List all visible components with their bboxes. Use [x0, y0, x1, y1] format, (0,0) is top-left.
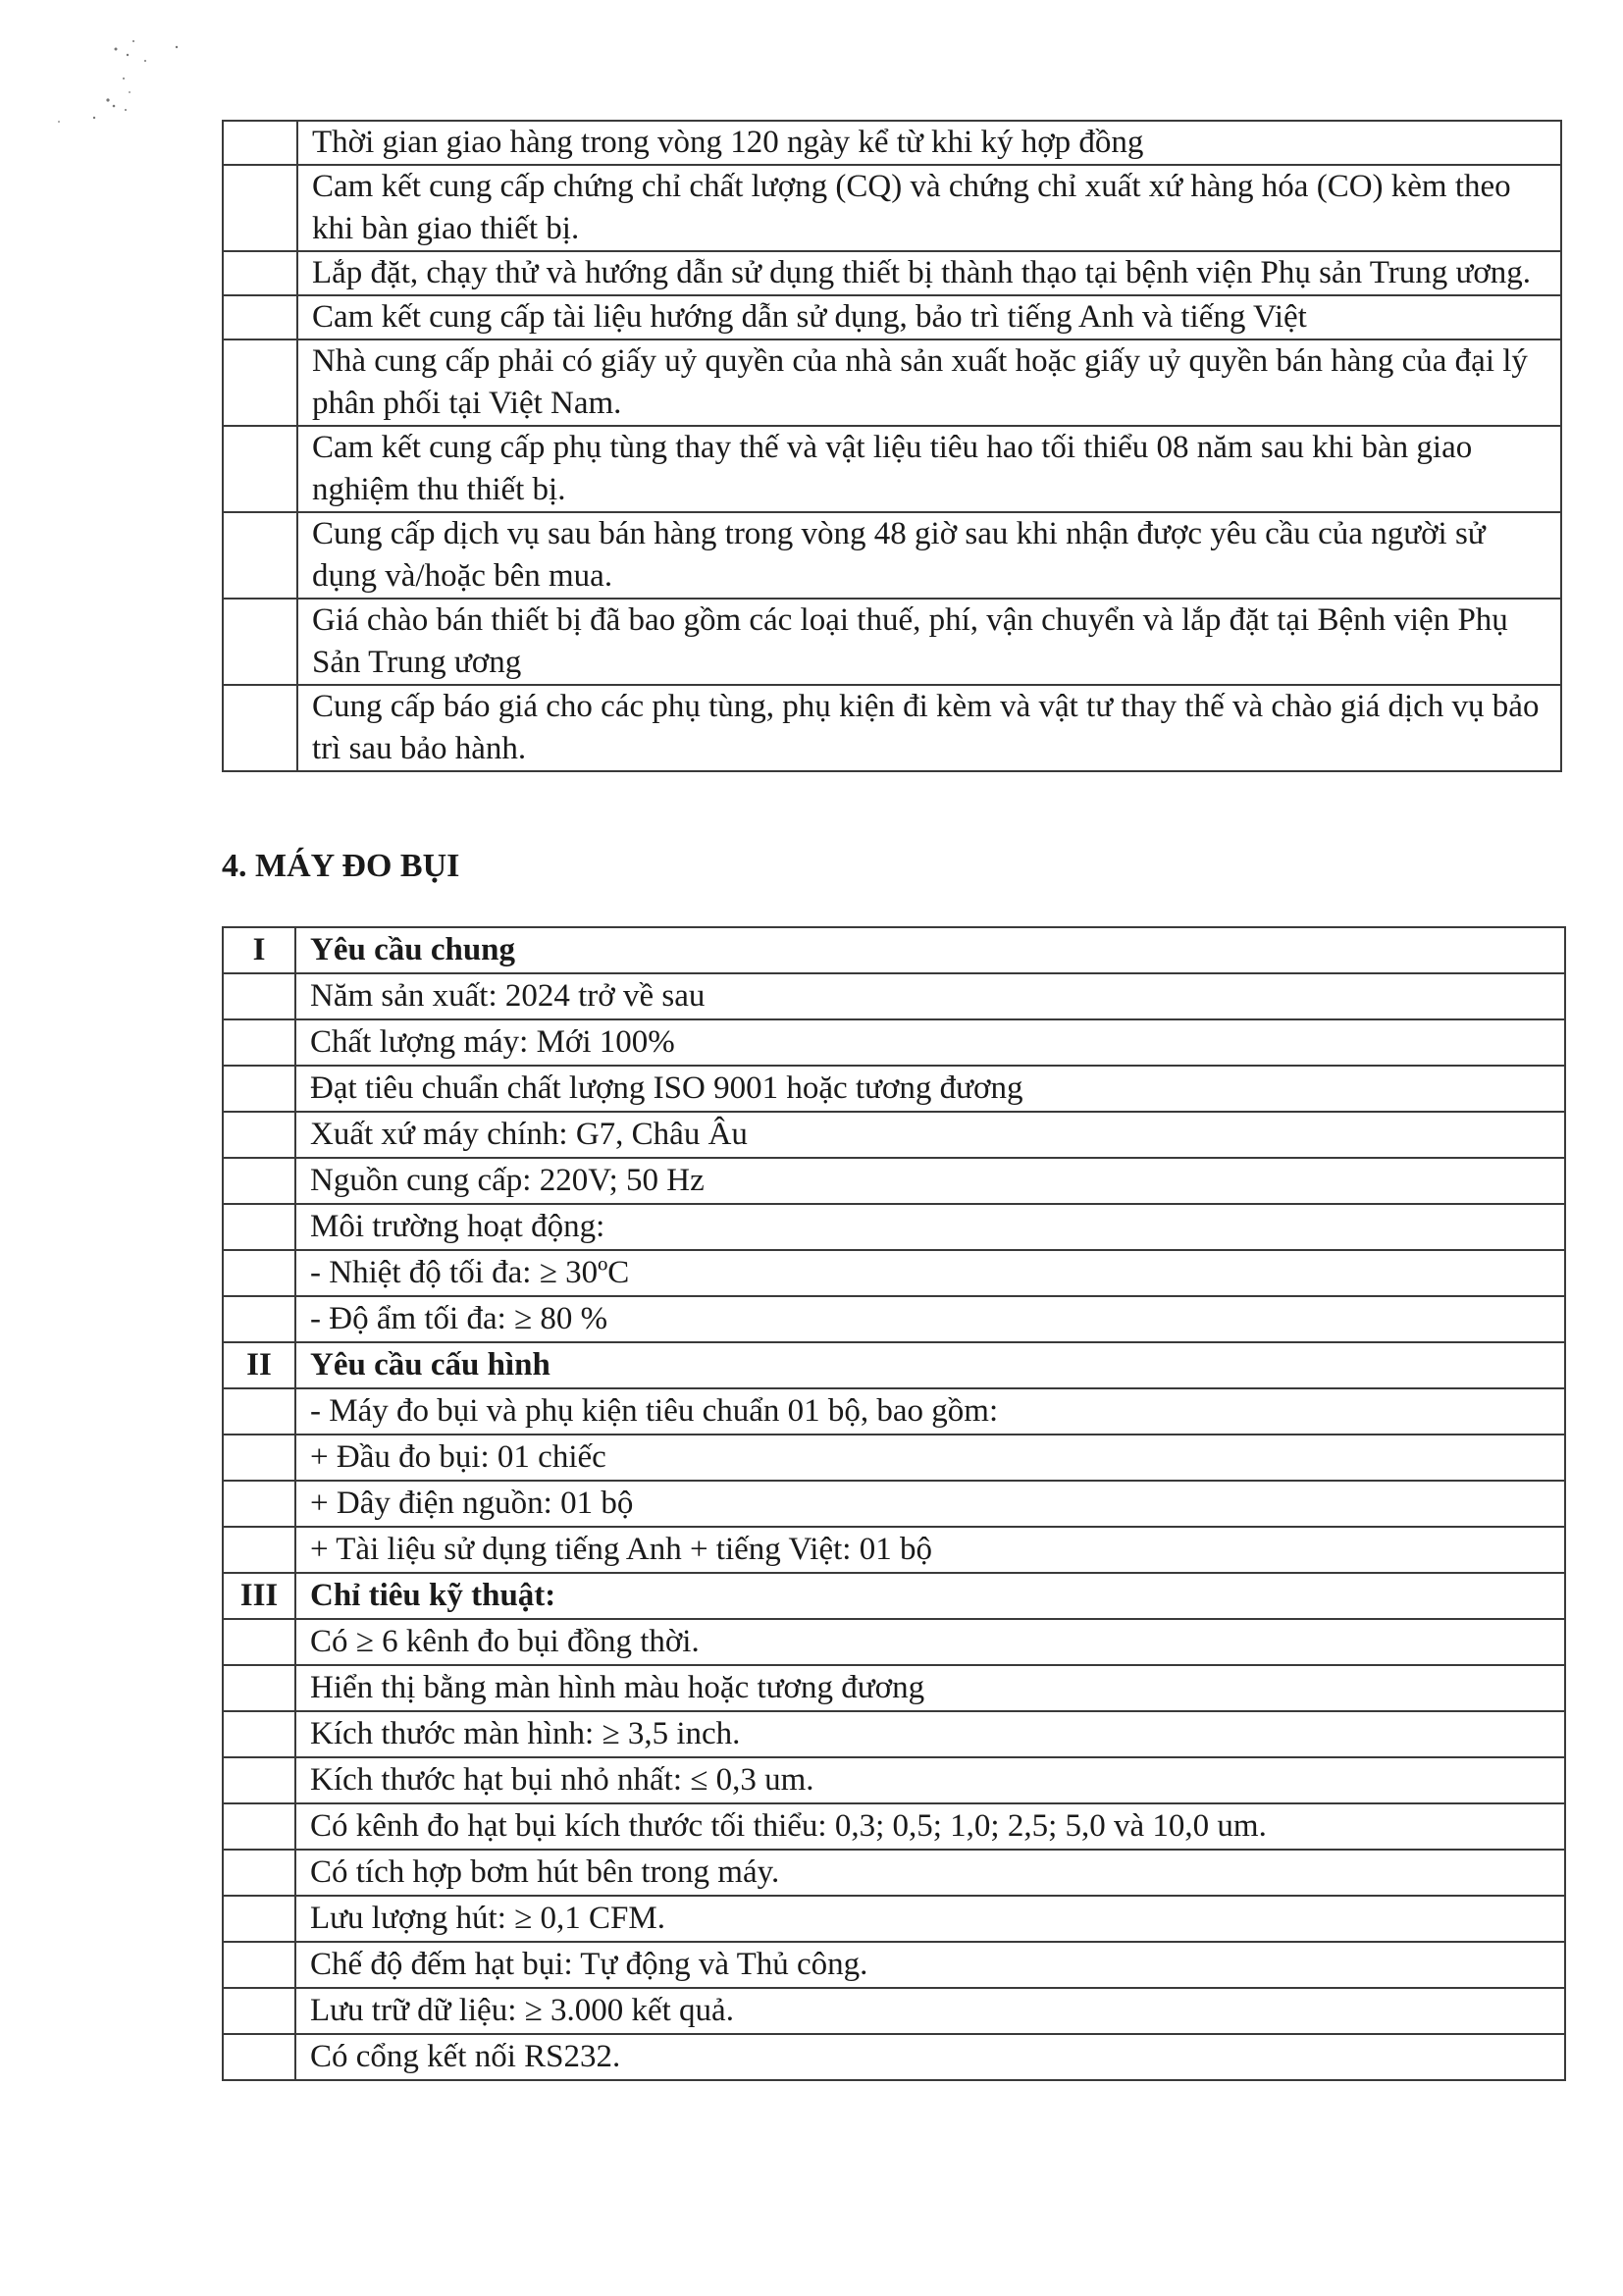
requirement-text: Năm sản xuất: 2024 trở về sau [295, 973, 1565, 1019]
table-row [223, 1066, 1565, 1112]
table-row [223, 599, 1561, 685]
row-number [223, 295, 297, 339]
dust-meter-spec-table [222, 926, 1566, 2081]
row-number [223, 339, 297, 426]
requirement-text: Chế độ đếm hạt bụi: Tự động và Thủ công. [295, 1942, 1565, 1988]
row-number [223, 1527, 295, 1573]
requirement-text: Cung cấp dịch vụ sau bán hàng trong vòng 48 giờ sau khi nhận được yêu cầu của người sử dụng và/hoặc bên mua. [297, 512, 1561, 599]
requirement-text: Có cổng kết nối RS232. [295, 2034, 1565, 2080]
table-row [223, 1250, 1565, 1296]
table-row [223, 1019, 1565, 1066]
row-number [223, 1757, 295, 1803]
requirement-text: + Tài liệu sử dụng tiếng Anh + tiếng Việt: 01 bộ [295, 1527, 1565, 1573]
requirement-text: - Độ ẩm tối đa: ≥ 80 % [295, 1296, 1565, 1342]
table-row [223, 1665, 1565, 1711]
row-number [223, 512, 297, 599]
row-number: III [223, 1573, 295, 1619]
section-title: Chỉ tiêu kỹ thuật: [295, 1573, 1565, 1619]
row-number [223, 2034, 295, 2080]
row-number [223, 599, 297, 685]
table-row [223, 1942, 1565, 1988]
table-row [223, 1158, 1565, 1204]
row-number [223, 121, 297, 165]
table-row [223, 1435, 1565, 1481]
row-number [223, 1481, 295, 1527]
row-number [223, 251, 297, 295]
requirement-text: + Dây điện nguồn: 01 bộ [295, 1481, 1565, 1527]
section-title: Yêu cầu chung [295, 927, 1565, 973]
requirement-text: Cam kết cung cấp tài liệu hướng dẫn sử dụng, bảo trì tiếng Anh và tiếng Việt [297, 295, 1561, 339]
row-number [223, 1665, 295, 1711]
requirement-text: Giá chào bán thiết bị đã bao gồm các loại thuế, phí, vận chuyển và lắp đặt tại Bệnh viện Phụ Sản Trung ương [297, 599, 1561, 685]
row-number [223, 1019, 295, 1066]
requirement-text: Có tích hợp bơm hút bên trong máy. [295, 1850, 1565, 1896]
requirement-text: Nhà cung cấp phải có giấy uỷ quyền của nhà sản xuất hoặc giấy uỷ quyền bán hàng của đại lý phân phối tại Việt Nam. [297, 339, 1561, 426]
row-number [223, 1803, 295, 1850]
table-row [223, 1757, 1565, 1803]
row-number [223, 1988, 295, 2034]
requirement-text: Cam kết cung cấp phụ tùng thay thế và vật liệu tiêu hao tối thiểu 08 năm sau khi bàn giao nghiệm thu thiết bị. [297, 426, 1561, 512]
row-number [223, 426, 297, 512]
row-number [223, 1942, 295, 1988]
requirement-text: Hiển thị bằng màn hình màu hoặc tương đương [295, 1665, 1565, 1711]
requirement-text: Kích thước hạt bụi nhỏ nhất: ≤ 0,3 um. [295, 1757, 1565, 1803]
requirement-text: Có ≥ 6 kênh đo bụi đồng thời. [295, 1619, 1565, 1665]
table-row [223, 339, 1561, 426]
requirement-text: Đạt tiêu chuẩn chất lượng ISO 9001 hoặc tương đương [295, 1066, 1565, 1112]
row-number [223, 1158, 295, 1204]
table-row [223, 1481, 1565, 1527]
requirement-text: Có kênh đo hạt bụi kích thước tối thiểu: 0,3; 0,5; 1,0; 2,5; 5,0 và 10,0 um. [295, 1803, 1565, 1850]
table-row [223, 685, 1561, 771]
table-row [223, 1711, 1565, 1757]
table-row [223, 2034, 1565, 2080]
requirement-text: Cung cấp báo giá cho các phụ tùng, phụ kiện đi kèm và vật tư thay thế và chào giá dịch vụ bảo trì sau bảo hành. [297, 685, 1561, 771]
row-number [223, 685, 297, 771]
requirements-table [222, 120, 1562, 772]
table-row [223, 295, 1561, 339]
dust-meter-spec-table-body [223, 927, 1565, 2080]
table-row [223, 1573, 1565, 1619]
table-row [223, 165, 1561, 251]
table-row [223, 1342, 1565, 1388]
requirements-table-body [223, 121, 1561, 771]
row-number [223, 1112, 295, 1158]
requirement-text: Thời gian giao hàng trong vòng 120 ngày kể từ khi ký hợp đồng [297, 121, 1561, 165]
row-number: II [223, 1342, 295, 1388]
row-number [223, 1896, 295, 1942]
table-row [223, 1112, 1565, 1158]
row-number [223, 1250, 295, 1296]
scan-specks [39, 20, 196, 137]
requirement-text: + Đầu đo bụi: 01 chiếc [295, 1435, 1565, 1481]
requirement-text: Cam kết cung cấp chứng chỉ chất lượng (CQ) và chứng chỉ xuất xứ hàng hóa (CO) kèm theo khi bàn giao thiết bị. [297, 165, 1561, 251]
requirement-text: - Nhiệt độ tối đa: ≥ 30ºC [295, 1250, 1565, 1296]
requirement-text: Lưu lượng hút: ≥ 0,1 CFM. [295, 1896, 1565, 1942]
row-number [223, 1296, 295, 1342]
table-row [223, 973, 1565, 1019]
requirement-text: Xuất xứ máy chính: G7, Châu Âu [295, 1112, 1565, 1158]
row-number [223, 1204, 295, 1250]
table-row [223, 1619, 1565, 1665]
table-row [223, 512, 1561, 599]
requirement-text: Chất lượng máy: Mới 100% [295, 1019, 1565, 1066]
requirement-text: Nguồn cung cấp: 220V; 50 Hz [295, 1158, 1565, 1204]
row-number [223, 1435, 295, 1481]
row-number [223, 1388, 295, 1435]
row-number [223, 1619, 295, 1665]
row-number: I [223, 927, 295, 973]
table-row [223, 121, 1561, 165]
row-number [223, 165, 297, 251]
table-row [223, 1850, 1565, 1896]
requirement-text: Lưu trữ dữ liệu: ≥ 3.000 kết quả. [295, 1988, 1565, 2034]
requirement-text: Lắp đặt, chạy thử và hướng dẫn sử dụng thiết bị thành thạo tại bệnh viện Phụ sản Trung ương. [297, 251, 1561, 295]
table-row [223, 251, 1561, 295]
row-number [223, 973, 295, 1019]
table-row [223, 426, 1561, 512]
requirement-text: Kích thước màn hình: ≥ 3,5 inch. [295, 1711, 1565, 1757]
table-row [223, 1988, 1565, 2034]
requirement-text: Môi trường hoạt động: [295, 1204, 1565, 1250]
row-number [223, 1850, 295, 1896]
requirement-text: - Máy đo bụi và phụ kiện tiêu chuẩn 01 bộ, bao gồm: [295, 1388, 1565, 1435]
table-row [223, 1388, 1565, 1435]
section-heading: 4. MÁY ĐO BỤI [222, 848, 460, 884]
section-title: Yêu cầu cấu hình [295, 1342, 1565, 1388]
table-row [223, 1296, 1565, 1342]
table-row [223, 1204, 1565, 1250]
row-number [223, 1066, 295, 1112]
table-row [223, 927, 1565, 973]
table-row [223, 1803, 1565, 1850]
row-number [223, 1711, 295, 1757]
table-row [223, 1896, 1565, 1942]
table-row [223, 1527, 1565, 1573]
